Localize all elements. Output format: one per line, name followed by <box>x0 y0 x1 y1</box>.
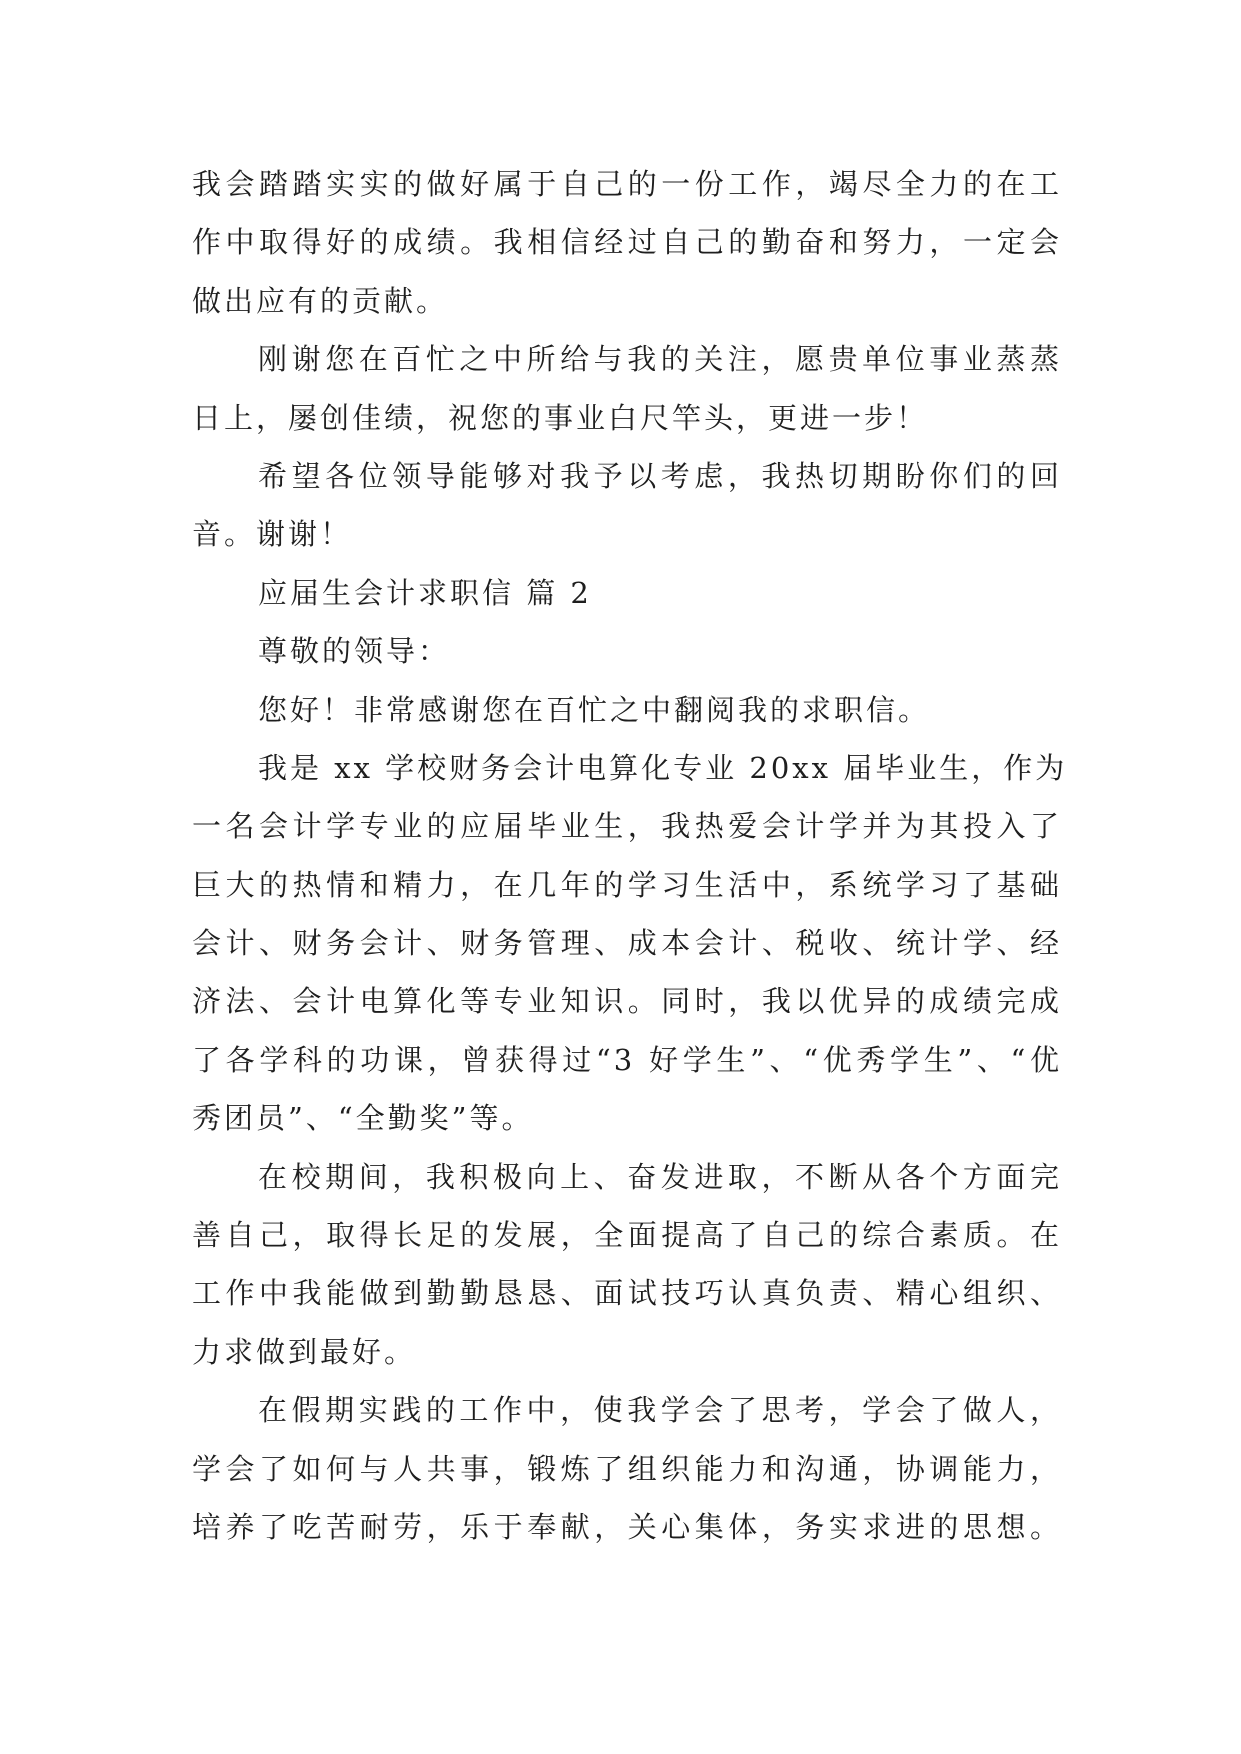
text-line: 我会踏踏实实的做好属于自己的一份工作，竭尽全力的在工 <box>192 167 1062 201</box>
text-line: 日上，屡创佳绩，祝您的事业白尺竿头，更进一步！ <box>192 400 929 435</box>
paragraph <box>192 1148 1062 1382</box>
document-body <box>192 155 1068 1556</box>
text-line: 做出应有的贡献。 <box>192 283 449 318</box>
text-line: 济法、会计电算化等专业知识。同时，我以优异的成绩完成 <box>192 984 1062 1019</box>
text-line: 希望各位领导能够对我予以考虑，我热切期盼你们的回 <box>258 458 1062 493</box>
text-line: 秀团员”、“全勤奖”等。 <box>192 1101 534 1136</box>
paragraph <box>192 447 1062 564</box>
text-line: 巨大的热情和精力，在几年的学习生活中，系统学习了基础 <box>192 867 1062 902</box>
text-line: 我是 xx 学校财务会计电算化专业 20xx 届毕业生，作为 <box>258 750 1068 785</box>
paragraph <box>192 622 1062 680</box>
text-line: 在假期实践的工作中，使我学会了思考，学会了做人， <box>258 1393 1062 1428</box>
text-line: 善自己，取得长足的发展，全面提高了自己的综合素质。在 <box>192 1218 1062 1253</box>
section-heading: 应届生会计求职信 篇 2 <box>258 575 592 610</box>
paragraph <box>192 564 1062 622</box>
text-line: 力求做到最好。 <box>192 1334 417 1369</box>
text-line: 会计、财务会计、财务管理、成本会计、税收、统计学、经 <box>192 926 1062 961</box>
text-line: 学会了如何与人共事，锻炼了组织能力和沟通，协调能力， <box>192 1451 1062 1486</box>
text-line: 在校期间，我积极向上、奋发进取，不断从各个方面完 <box>258 1159 1062 1194</box>
paragraph <box>192 1381 1062 1556</box>
text-line: 一名会计学专业的应届毕业生，我热爱会计学并为其投入了 <box>192 809 1062 844</box>
salutation: 尊敬的领导： <box>258 634 451 669</box>
paragraph <box>192 330 1062 447</box>
paragraph <box>192 681 1062 739</box>
text-line: 培养了吃苦耐劳，乐于奉献，关心集体，务实求进的思想。 <box>192 1509 1062 1544</box>
text-line: 刚谢您在百忙之中所给与我的关注，愿贵单位事业蒸蒸 <box>258 342 1062 377</box>
paragraph <box>192 739 1068 1148</box>
text-line: 了各学科的功课，曾获得过“3 好学生”、“优秀学生”、“优 <box>192 1042 1062 1077</box>
text-line: 音。谢谢！ <box>192 517 353 552</box>
text-line: 工作中我能做到勤勤恳恳、面试技巧认真负责、精心组织、 <box>192 1276 1062 1311</box>
paragraph <box>192 155 1062 330</box>
greeting-line: 您好！非常感谢您在百忙之中翻阅我的求职信。 <box>258 692 931 727</box>
text-line: 作中取得好的成绩。我相信经过自己的勤奋和努力，一定会 <box>192 225 1062 260</box>
